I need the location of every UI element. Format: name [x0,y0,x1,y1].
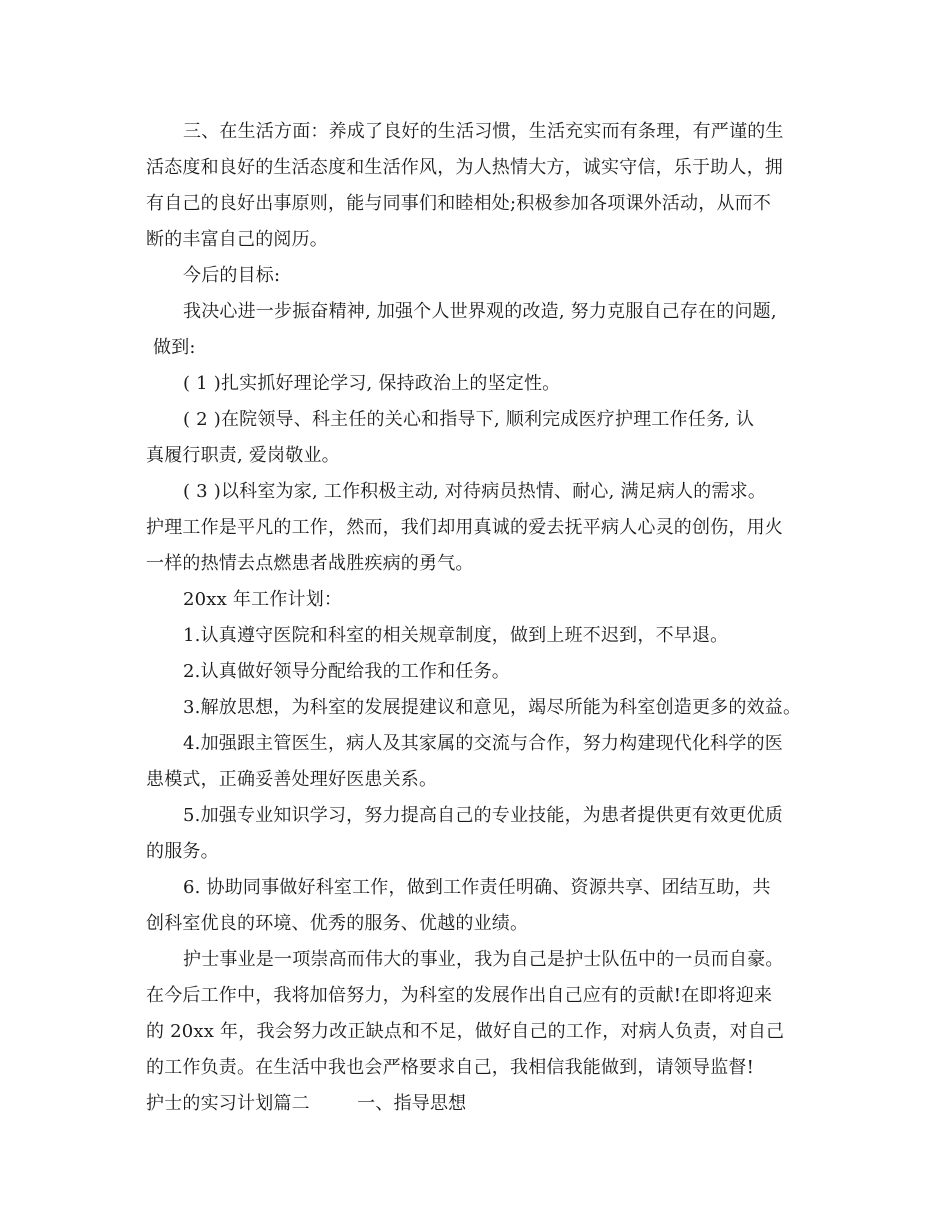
list-item: 3.解放思想，为科室的发展提建议和意见，竭尽所能为科室创造更多的效益。 [183,697,802,718]
paragraph-line: 在今后工作中，我将加倍努力，为科室的发展作出自己应有的贡献!在即将迎来 [146,985,773,1006]
list-item: 2.认真做好领导分配给我的工作和任务。 [183,661,510,682]
list-item: 5.加强专业知识学习，努力提高自己的专业技能，为患者提供更有效更优质 [183,805,783,826]
list-item: ( 3 )以科室为家, 工作积极主动, 对待病员热情、耐心, 满足病人的需求。 [183,481,767,502]
list-item: 4.加强跟主管医生，病人及其家属的交流与合作，努力构建现代化科学的医 [183,733,783,754]
section-heading: 20xx 年工作计划： [183,589,343,610]
section-heading: 今后的目标: [183,265,281,286]
list-item: 6. 协助同事做好科室工作，做到工作责任明确、资源共享、团结互助，共 [183,877,771,898]
paragraph-line: 的工作负责。在生活中我也会严格要求自己，我相信我能做到，请领导监督! [146,1057,755,1078]
paragraph-line: 一样的热情去点燃患者战胜疾病的勇气。 [146,553,474,574]
list-item-continuation: 创科室优良的环境、优秀的服务、优越的业绩。 [146,913,529,934]
list-item: ( 2 )在院领导、科主任的关心和指导下, 顺利完成医疗护理工作任务, 认 [183,409,755,430]
list-item-continuation: 患模式，正确妥善处理好医患关系。 [146,769,438,790]
paragraph-line: 的 20xx 年，我会努力改正缺点和不足，做好自己的工作，对病人负责，对自己 [146,1021,785,1042]
list-item: 1.认真遵守医院和科室的相关规章制度，做到上班不迟到，不早退。 [183,625,729,646]
paragraph-line: 有自己的良好出事原则，能与同事们和睦相处;积极参加各项课外活动，从而不 [146,193,772,214]
paragraph-line: 护士事业是一项崇高而伟大的事业，我为自己是护士队伍中的一员而自豪。 [183,949,784,970]
section-title: 护士的实习计划篇二 一、指导思想 [146,1093,467,1114]
paragraph-line: 活态度和良好的生活态度和生活作风，为人热情大方，诚实守信，乐于助人，拥 [146,157,783,178]
paragraph-line: 三、在生活方面：养成了良好的生活习惯，生活充实而有条理，有严谨的生 [183,121,784,142]
list-item: ( 1 )扎实抓好理论学习, 保持政治上的坚定性。 [183,373,561,394]
list-item-continuation: 真履行职责, 爱岗敬业。 [146,445,340,466]
list-item-continuation: 的服务。 [146,841,219,862]
paragraph-line: 护理工作是平凡的工作，然而，我们却用真诚的爱去抚平病人心灵的创伤，用火 [146,517,783,538]
paragraph-line: 做到: [153,337,196,358]
paragraph-line: 断的丰富自己的阅历。 [146,229,328,250]
paragraph-line: 我决心进一步振奋精神, 加强个人世界观的改造, 努力克服自己存在的问题, [183,301,777,322]
